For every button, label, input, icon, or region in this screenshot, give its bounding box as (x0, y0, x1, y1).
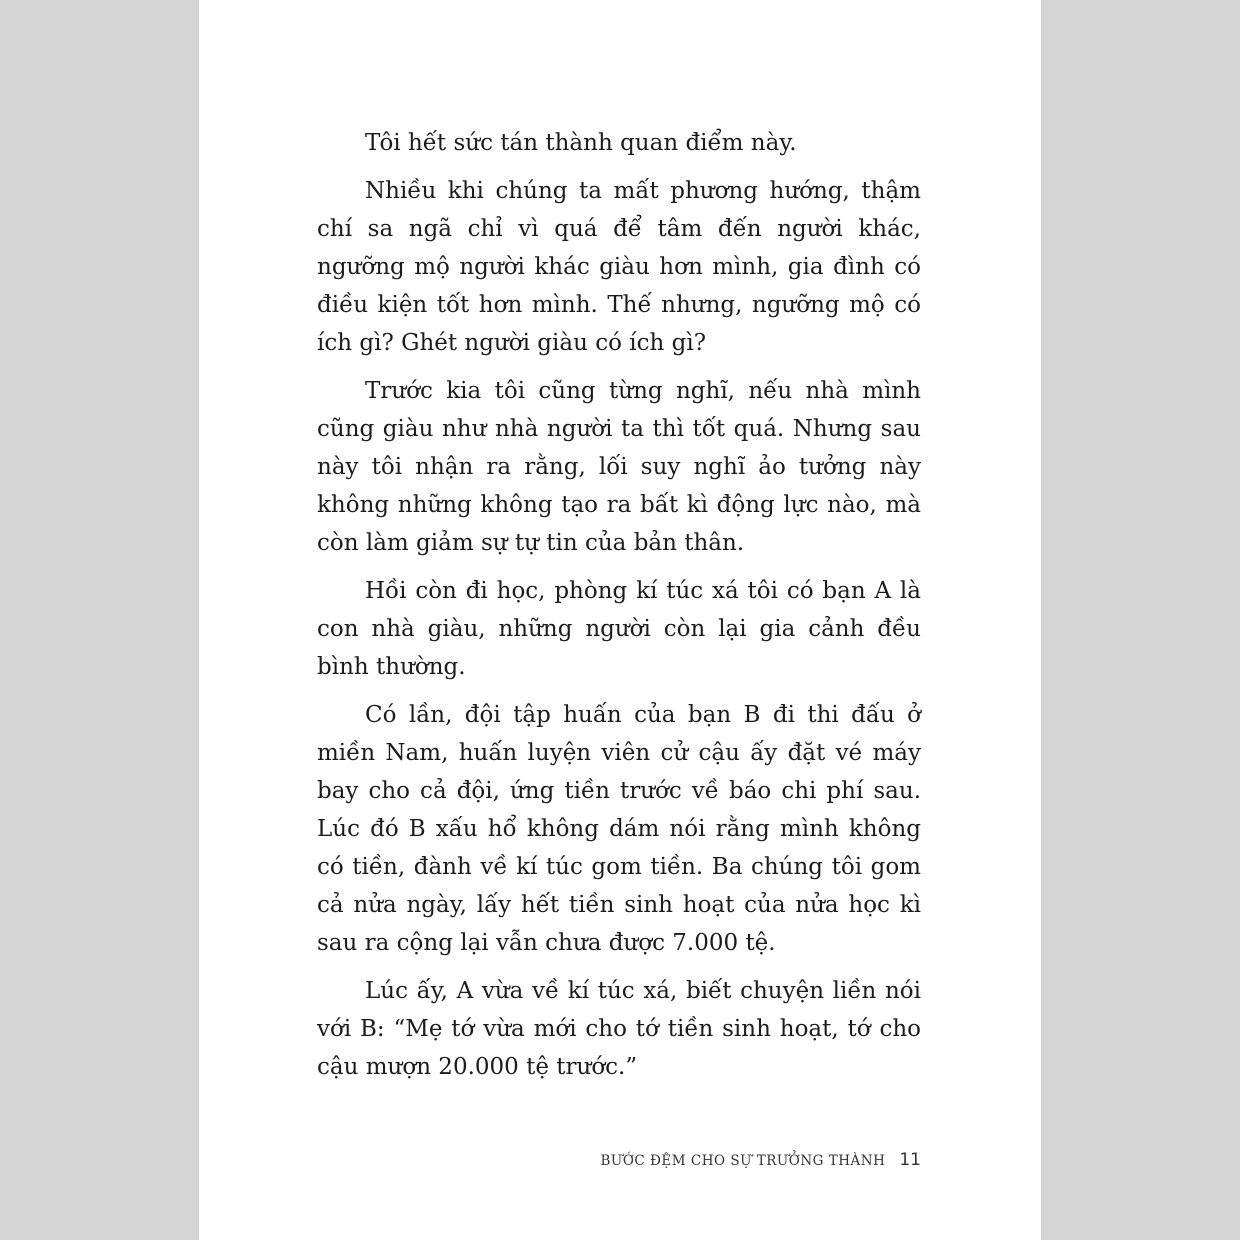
paragraph-6: Lúc ấy, A vừa về kí túc xá, biết chuyện liền nói với B: “Mẹ tớ vừa mới cho tớ tiền sinh hoạt, tớ cho cậu mượn 20.000 tệ trước.” (317, 978, 921, 1080)
paragraph-4: Hồi còn đi học, phòng kí túc xá tôi có bạn A là con nhà giàu, những người còn lại gia cảnh đều bình thường. (317, 578, 921, 680)
paragraph-3: Trước kia tôi cũng từng nghĩ, nếu nhà mình cũng giàu như nhà người ta thì tốt quá. Nhưng sau này tôi nhận ra rằng, lối suy nghĩ ảo tưởng này không những không tạo ra bất kì động lực nào, mà còn làm giảm sự tự tin của bản thân. (317, 378, 921, 556)
book-page (199, 0, 1041, 1240)
running-title: BƯỚC ĐỆM CHO SỰ TRƯỞNG THÀNH (600, 1153, 886, 1169)
page-number: 11 (899, 1150, 921, 1170)
page-footer (317, 1150, 921, 1170)
paragraph-2: Nhiều khi chúng ta mất phương hướng, thậm chí sa ngã chỉ vì quá để tâm đến người khác, ngưỡng mộ người khác giàu hơn mình, gia đình có điều kiện tốt hơn mình. Thế nhưng, ngưỡng mộ có ích gì? Ghét người giàu có ích gì? (317, 178, 921, 356)
paragraph-1: Tôi hết sức tán thành quan điểm này. (365, 130, 797, 156)
body-text (317, 124, 921, 1096)
paragraph-5: Có lần, đội tập huấn của bạn B đi thi đấu ở miền Nam, huấn luyện viên cử cậu ấy đặt vé máy bay cho cả đội, ứng tiền trước về báo chi phí sau. Lúc đó B xấu hổ không dám nói rằng mình không có tiền, đành về kí túc gom tiền. Ba chúng tôi gom cả nửa ngày, lấy hết tiền sinh hoạt của nửa học kì sau ra cộng lại vẫn chưa được 7.000 tệ. (317, 702, 921, 956)
